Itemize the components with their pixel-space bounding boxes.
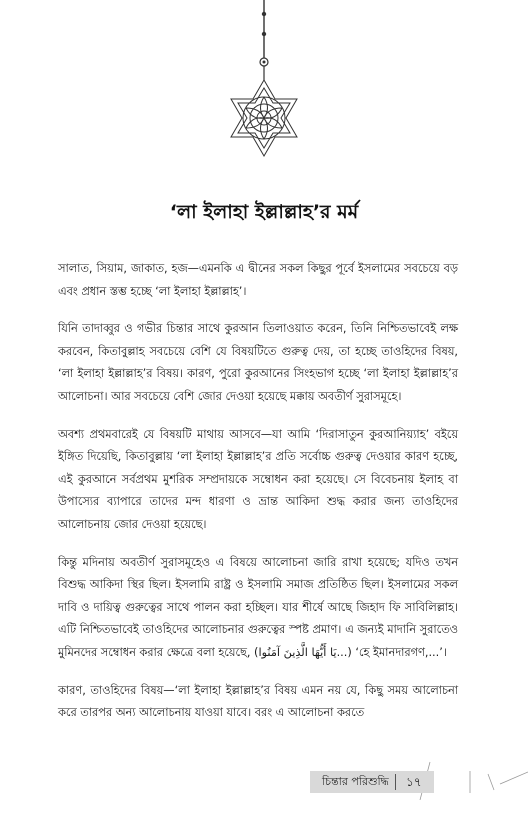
running-footer [310,771,434,793]
footer-book-title: চিন্তার পরিশুদ্ধি [322,775,389,788]
paragraph-1: সালাত, সিয়াম, জাকাত, হজ—এমনকি এ দ্বীনের সকল কিছুর পূর্বে ইসলামের সবচেয়ে বড় এবং প্রধান স্তম্ভ হচ্ছে ‘লা ইলাহা ইল্লাল্লাহ’। [58,262,458,298]
paragraph-5: কারণ, তাওহিদের বিষয়—‘লা ইলাহা ইল্লাল্লাহ’র বিষয় এমন নয় যে, কিছু সময় আলোচনা করে তারপর অন্য আলোচনায় যাওয়া যাবে। বরং এ আলোচনা করতে [58,683,458,720]
page-number: ১৭ [406,775,422,789]
footer-divider [395,774,396,790]
body-text [58,258,458,740]
rosette-icon [231,80,297,156]
chapter-title: ‘লা ইলাহা ইল্লাল্লাহ’র মর্ম [169,201,359,223]
footer-decoration [0,760,528,800]
paragraph-3: অবশ্য প্রথমবারেই যে বিষয়টি মাথায় আসবে—যা আমি ‘দিরাসাতুন কুরআনিয়্যাহ’ বইয়ে ইঙ্গিত দিয়েছি, কিতাবুল্লায় ‘লা ইলাহা ইল্লাল্লাহ’র প্রতি সর্বোচ্চ গুরুত্ব দেওয়ার কারণ হচ্ছে, এই কুরআনে সর্বপ্রথম মুশরিক সম্প্রদায়কে সম্বোধন করা হয়েছে। সে বিবেচনায় ইলাহ বা উপাস্যের ব্যাপারে তাদের মন্দ ধারণা ও ভ্রান্ত আকিদা শুদ্ধ করার জন্য তাওহিদের আলোচনায় জোর দেওয়া হয়েছে। [58,427,458,531]
hanging-ornament [0,0,528,185]
paragraph-4: কিন্তু মদিনায় অবতীর্ণ সুরাসমূহেও এ বিষয়ে আলোচনা জারি রাখা হয়েছে; যদিও তখন বিশুদ্ধ আকিদা স্থির ছিল। ইসলামি রাষ্ট্র ও ইসলামি সমাজ প্রতিষ্ঠিত ছিল। ইসলামের সকল দাবি ও দায়িত্ব গুরুত্বের সাথে পালন করা হচ্ছিল। যার শীর্ষে আছে জিহাদ ফি সাবিলিল্লাহ। এটি নিশ্চিতভাবেই তাওহিদের আলোচনার গুরুত্বের স্পষ্ট প্রমাণ। এ জন্যই মাদানি সুরাতেও মুমিনদের সম্বোধন করার ক্ষেত্রে বলা হয়েছে, (يَا أَيُّهَا الَّذِينَ آمَنُوا...) ‘হে ইমানদারগণ,...’। [58,555,458,659]
paragraph-2: যিনি তাদাব্বুর ও গভীর চিন্তার সাথে কুরআন তিলাওয়াত করেন, তিনি নিশ্চিতভাবেই লক্ষ করবেন, কিতাবুল্লাহ সবচেয়ে বেশি যে বিষয়টিতে গুরুত্ব দেয়, তা হচ্ছে তাওহিদের বিষয়, ‘লা ইলাহা ইল্লাল্লাহ’র বিষয়। কারণ, পুরো কুরআনের সিংহভাগ হচ্ছে ‘লা ইলাহা ইল্লাল্লাহ’র আলোচনা। আর সবচেয়ে বেশি জোর দেওয়া হয়েছে মক্কায় অবতীর্ণ সুরাসমূহে। [58,322,458,403]
